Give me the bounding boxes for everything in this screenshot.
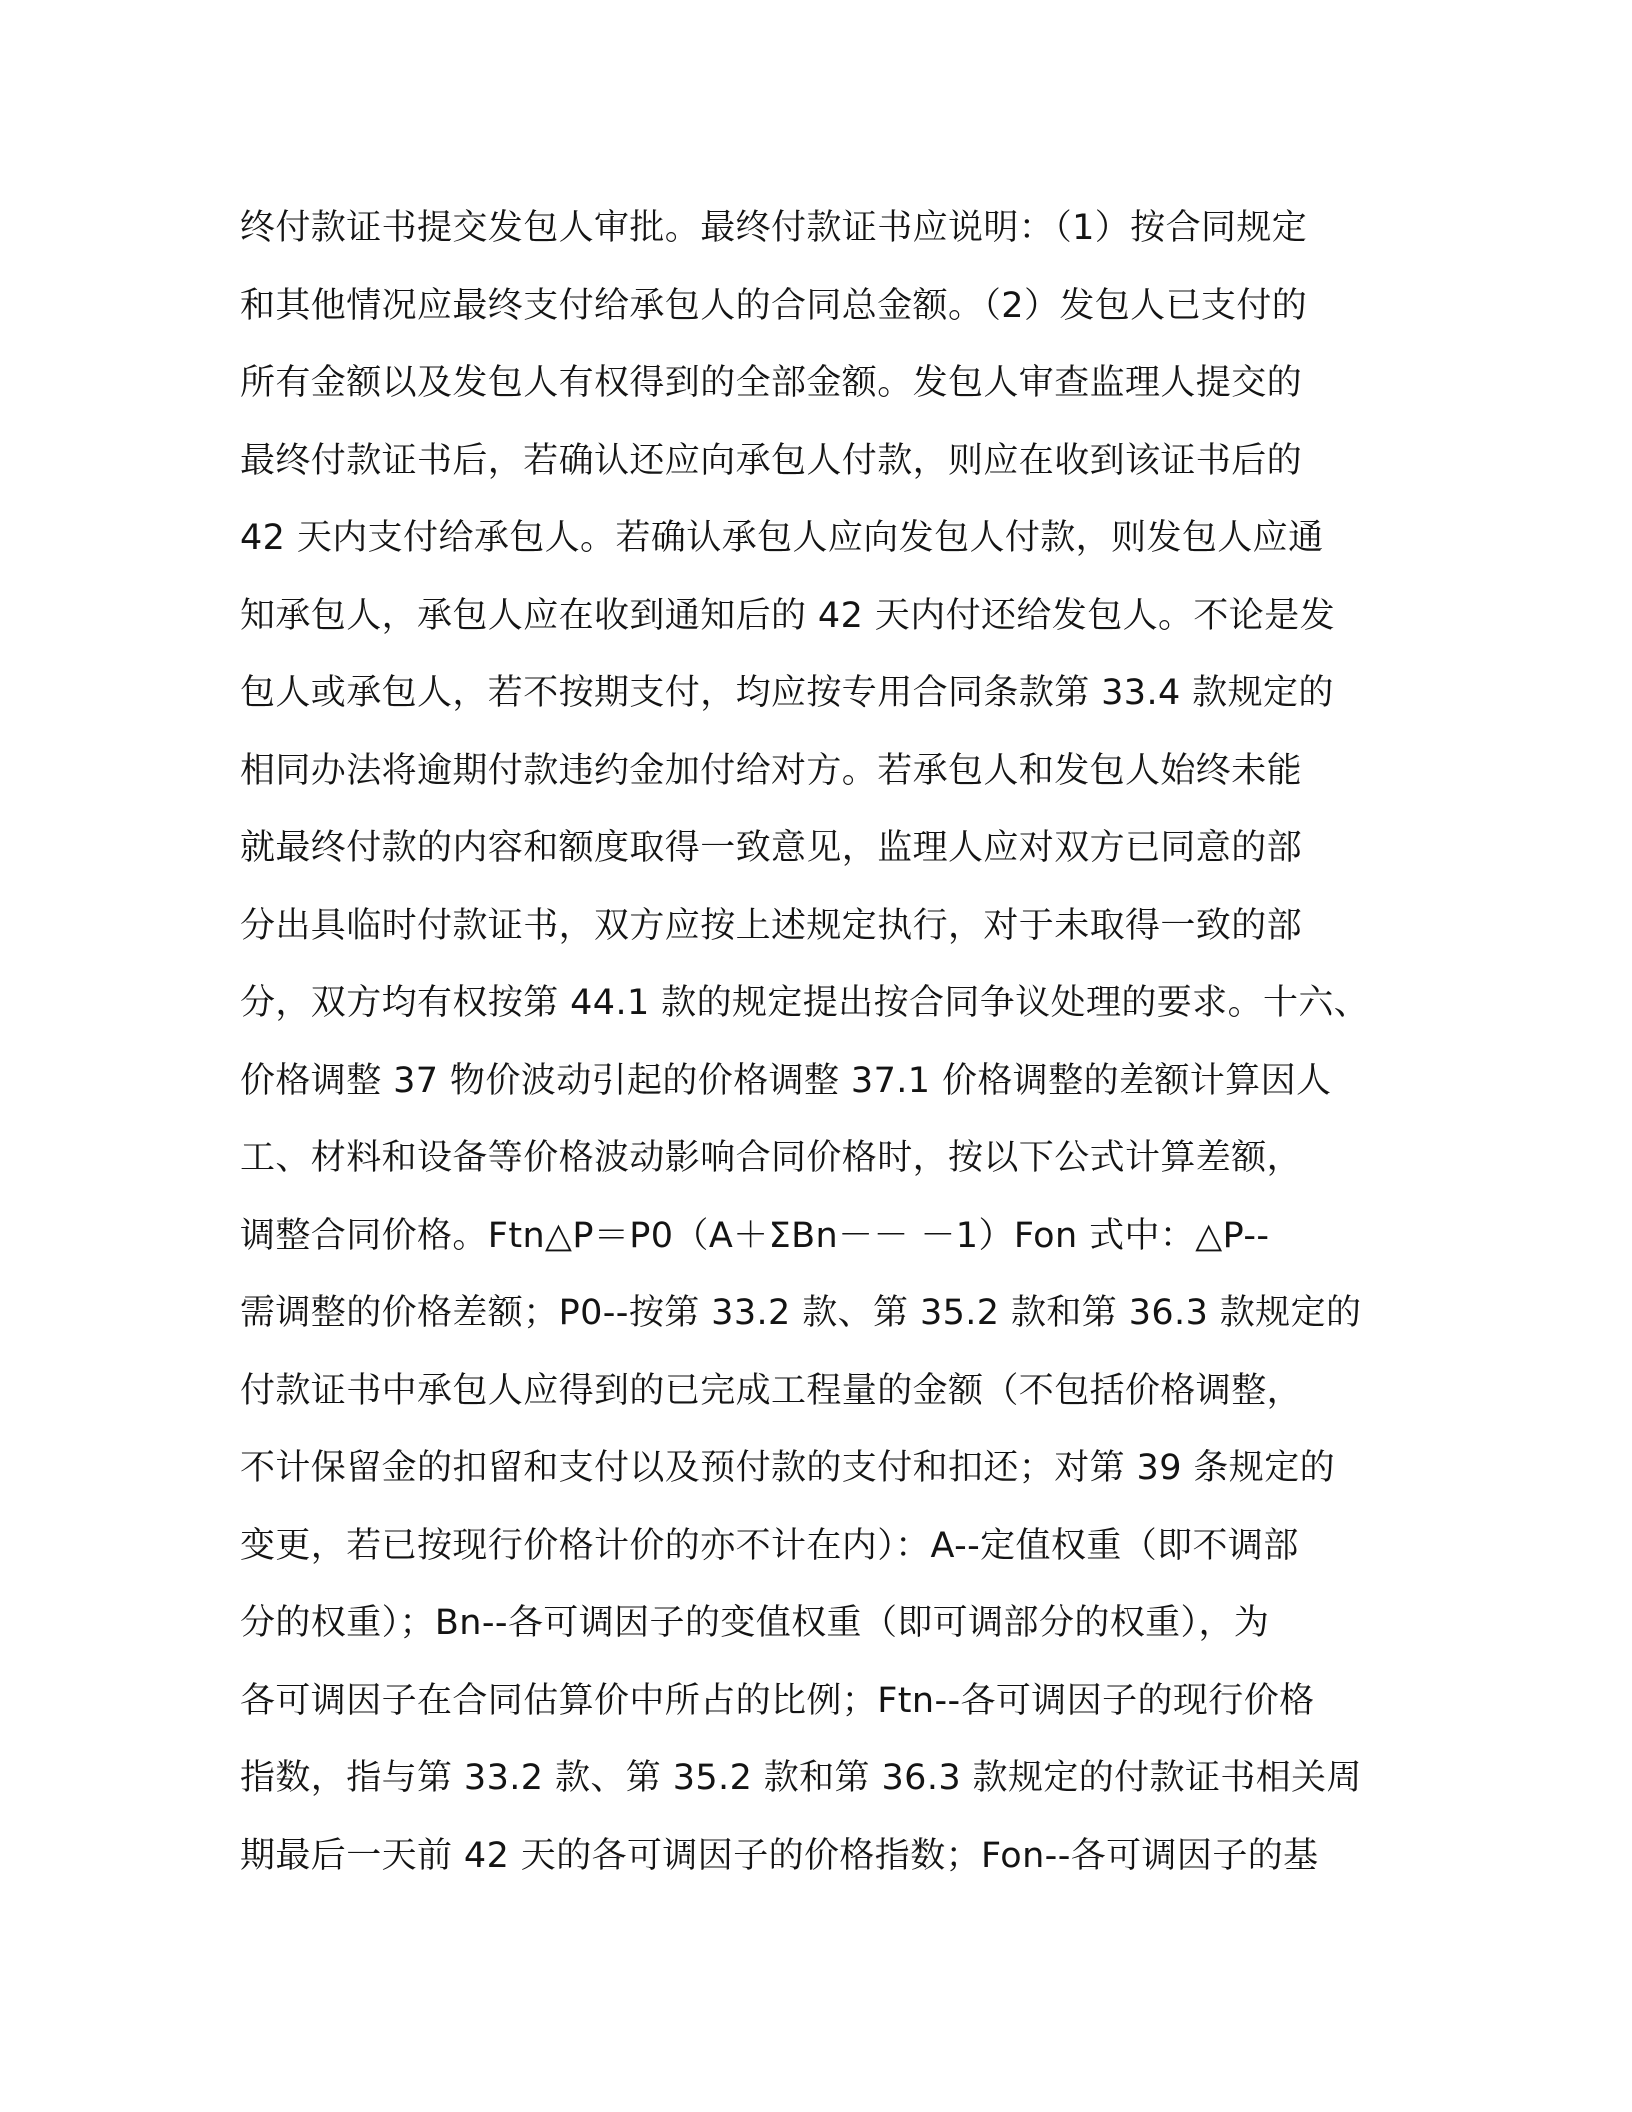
text-line: 价格调整 37 物价波动引起的价格调整 37.1 价格调整的差额计算因人 <box>240 1060 1332 1101</box>
body-text <box>240 190 1400 1895</box>
text-line: 和其他情况应最终支付给承包人的合同总金额。（2）发包人已支付的 <box>240 285 1308 326</box>
text-line: 分的权重）；Bn--各可调因子的变值权重（即可调部分的权重），为 <box>240 1603 1270 1643</box>
text-line: 分出具临时付款证书，双方应按上述规定执行，对于未取得一致的部 <box>240 905 1303 946</box>
text-line: 所有金额以及发包人有权得到的全部金额。发包人审查监理人提交的 <box>240 363 1303 403</box>
text-line: 分，双方均有权按第 44.1 款的规定提出按合同争议处理的要求。十六、 <box>240 983 1370 1023</box>
text-line: 知承包人，承包人应在收到通知后的 42 天内付还给发包人。不论是发 <box>240 595 1335 636</box>
text-line: 就最终付款的内容和额度取得一致意见，监理人应对双方已同意的部 <box>240 828 1303 868</box>
text-line: 包人或承包人，若不按期支付，均应按专用合同条款第 33.4 款规定的 <box>240 673 1334 713</box>
text-line: 指数，指与第 33.2 款、第 35.2 款和第 36.3 款规定的付款证书相关周 <box>240 1758 1362 1798</box>
text-line: 工、材料和设备等价格波动影响合同价格时，按以下公式计算差额， <box>240 1138 1303 1178</box>
text-line: 最终付款证书后，若确认还应向承包人付款，则应在收到该证书后的 <box>240 440 1303 481</box>
text-line: 变更，若已按现行价格计价的亦不计在内）：A--定值权重（即不调部 <box>240 1525 1299 1566</box>
text-line: 终付款证书提交发包人审批。最终付款证书应说明：（1）按合同规定 <box>240 208 1308 248</box>
text-line: 需调整的价格差额；P0--按第 33.2 款、第 35.2 款和第 36.3 款规定的 <box>240 1293 1362 1333</box>
text-line: 调整合同价格。Ftn△P＝P0（A＋ΣBn－－ －1）Fon 式中：△P-- <box>240 1215 1270 1256</box>
text-line: 付款证书中承包人应得到的已完成工程量的金额（不包括价格调整， <box>240 1370 1303 1411</box>
text-line: 相同办法将逾期付款违约金加付给对方。若承包人和发包人始终未能 <box>240 750 1303 791</box>
text-line: 不计保留金的扣留和支付以及预付款的支付和扣还；对第 39 条规定的 <box>240 1448 1335 1488</box>
text-line: 各可调因子在合同估算价中所占的比例；Ftn--各可调因子的现行价格 <box>240 1680 1315 1721</box>
text-line: 42 天内支付给承包人。若确认承包人应向发包人付款，则发包人应通 <box>240 518 1324 558</box>
text-line: 期最后一天前 42 天的各可调因子的价格指数；Fon--各可调因子的基 <box>240 1835 1319 1876</box>
